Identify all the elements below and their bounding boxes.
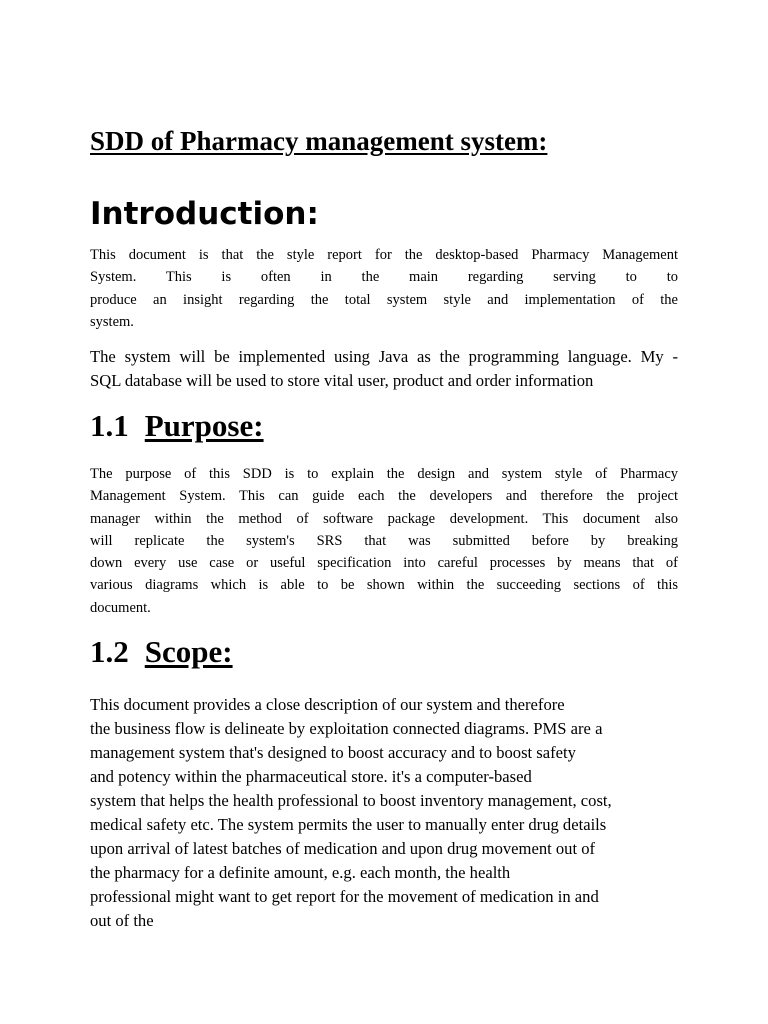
- introduction-paragraph: [90, 244, 678, 333]
- paragraph-line: will replicate the system's SRS that was submitted before by breaking: [90, 532, 678, 549]
- paragraph-line: out of the: [90, 911, 154, 930]
- purpose-heading: [90, 408, 264, 444]
- section-number: 1.2: [90, 634, 129, 669]
- paragraph-line: document.: [90, 599, 151, 616]
- purpose-paragraph: [90, 463, 678, 619]
- scope-heading: [90, 634, 233, 670]
- paragraph-line: management system that's designed to boost accuracy and to boost safety: [90, 743, 576, 762]
- paragraph-line: The system will be implemented using Java as the programming language. My -: [90, 347, 678, 366]
- paragraph-line: medical safety etc. The system permits the user to manually enter drug details: [90, 815, 607, 834]
- paragraph-line: professional might want to get report for the movement of medication in and: [90, 887, 599, 906]
- introduction-heading: Introduction:: [90, 196, 319, 232]
- paragraph-line: The purpose of this SDD is to explain the design and system style of Pharmacy: [90, 466, 678, 482]
- paragraph-line: down every use case or useful specification into careful processes by means that of: [90, 555, 678, 572]
- paragraph-line: various diagrams which is able to be shown within the succeeding sections of this: [90, 577, 678, 594]
- paragraph-line: system that helps the health professional to boost inventory management, cost,: [90, 791, 612, 810]
- paragraph-line: manager within the method of software package development. This document also: [90, 510, 678, 527]
- paragraph-line: the business flow is delineate by exploitation connected diagrams. PMS are a: [90, 719, 603, 738]
- paragraph-line: SQL database will be used to store vital user, product and order information: [90, 371, 594, 390]
- section-label: Purpose:: [144, 408, 264, 443]
- implementation-paragraph: [90, 345, 678, 393]
- paragraph-line: This document provides a close description of our system and therefore: [90, 695, 565, 714]
- paragraph-line: and potency within the pharmaceutical store. it's a computer-based: [90, 767, 532, 786]
- section-label: Scope:: [144, 634, 233, 669]
- document-title: SDD of Pharmacy management system:: [90, 126, 548, 156]
- paragraph-line: System. This is often in the main regarding serving to to: [90, 269, 678, 286]
- paragraph-line: produce an insight regarding the total system style and implementation of the: [90, 291, 678, 308]
- paragraph-line: upon arrival of latest batches of medication and upon drug movement out of: [90, 839, 596, 858]
- scope-paragraph: [90, 693, 678, 933]
- paragraph-line: the pharmacy for a definite amount, e.g. each month, the health: [90, 863, 511, 882]
- paragraph-line: This document is that the style report for the desktop-based Pharmacy Management: [90, 247, 678, 263]
- paragraph-line: Management System. This can guide each the developers and therefore the project: [90, 488, 678, 505]
- section-number: 1.1: [90, 408, 129, 443]
- paragraph-line: system.: [90, 313, 134, 330]
